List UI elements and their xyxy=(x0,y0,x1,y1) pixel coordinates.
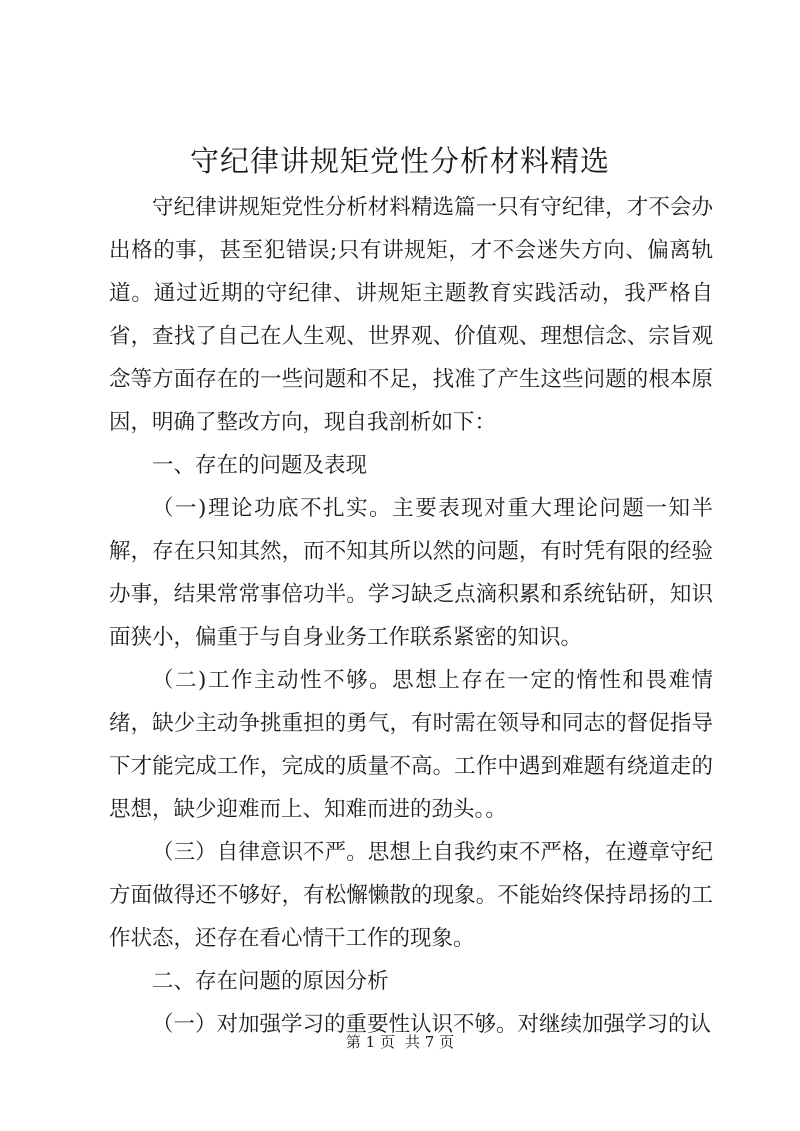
paragraph-initiative: （二)工作主动性不够。思想上存在一定的惰性和畏难情绪，缺少主动争挑重担的勇气，有时需在领导和同志的督促指导下才能完成工作，完成的质量不高。工作中遇到难题有绕道走的思想，缺少迎难而上、知难而进的劲头。。 xyxy=(109,668,713,822)
page-number: 第 1 页 xyxy=(345,1033,395,1051)
document-body xyxy=(109,186,713,1046)
paragraph-self-discipline: （三）自律意识不严。思想上自我约束不严格，在遵章守纪方面做得还不够好，有松懈懒散的现象。不能始终保持昂扬的工作状态，还存在看心情干工作的现象。 xyxy=(109,840,713,951)
paragraph-intro: 守纪律讲规矩党性分析材料精选篇一只有守纪律，才不会办出格的事，甚至犯错误;只有讲规矩，才不会迷失方向、偏离轨道。通过近期的守纪律、讲规矩主题教育实践活动，我严格自省，查找了自己在人生观、世界观、价值观、理想信念、宗旨观念等方面存在的一些问题和不足，找准了产生这些问题的根本原因，明确了整改方向，现自我剖析如下： xyxy=(109,195,713,435)
page-total: 共 7 页 xyxy=(405,1033,455,1051)
paragraph-study-importance: （一）对加强学习的重要性认识不够。对继续加强学习的认 xyxy=(152,1012,712,1037)
document-title: 守纪律讲规矩党性分析材料精选 xyxy=(189,144,610,178)
section-heading-causes: 二、存在问题的原因分析 xyxy=(152,969,389,994)
paragraph-theory: （一)理论功底不扎实。主要表现对重大理论问题一知半解，存在只知其然，而不知其所以然的问题，有时凭有限的经验办事，结果常常事倍功半。学习缺乏点滴积累和系统钻研，知识面狭小，偏重于与自身业务工作联系紧密的知识。 xyxy=(109,496,713,650)
page-footer xyxy=(0,1032,800,1052)
section-heading-problems: 一、存在的问题及表现 xyxy=(152,453,368,478)
